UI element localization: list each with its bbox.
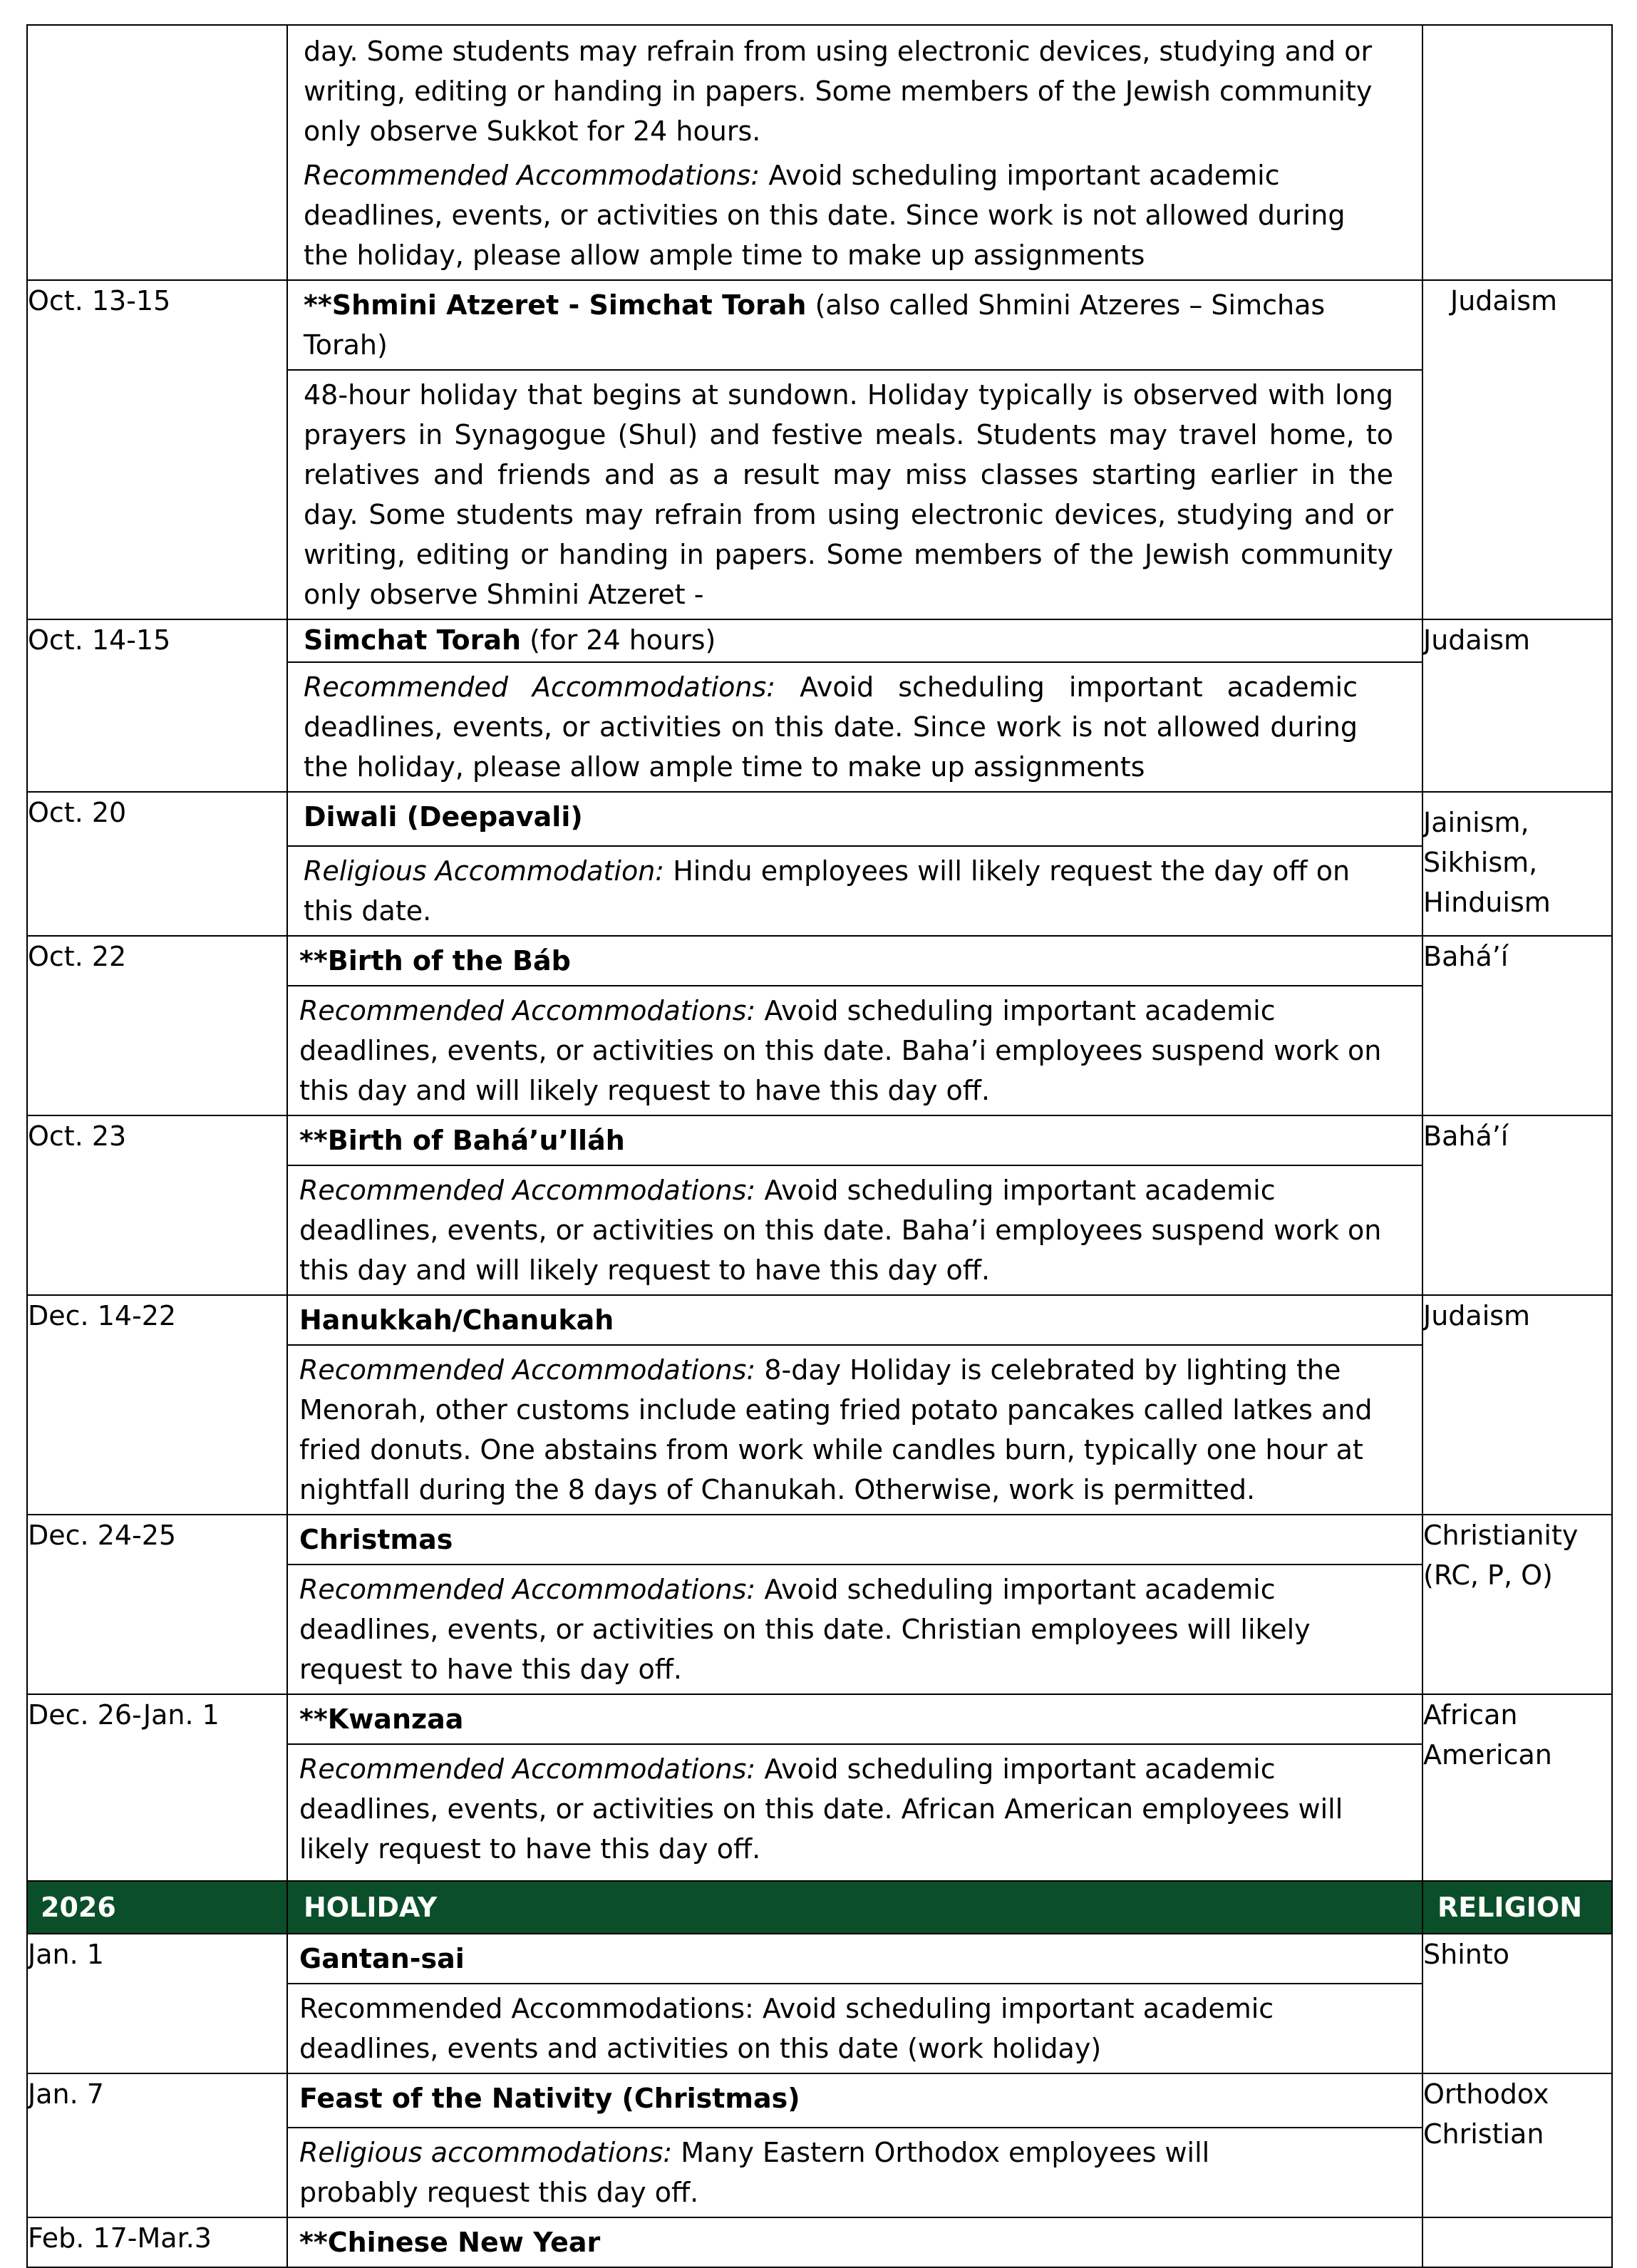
holiday-cell [287,25,1422,280]
date-cell: Oct. 22 [27,936,287,1115]
date-cell [27,25,287,280]
holiday-title: Christmas [288,1515,1422,1565]
table-row [27,1515,1612,1694]
accommodation-note [288,1745,1422,1880]
holiday-cell [287,936,1422,1115]
holiday-description: day. Some students may refrain from using electronic devices, studying and or writing, editing or handing in papers. Some members of the Jewish community only observe Sukkot for 24 hours. [304,36,1373,147]
holiday-column-header: HOLIDAY [287,1881,1422,1934]
table-row [27,619,1612,792]
table-row [27,25,1612,280]
accommodation-label: Religious Accommodation: [304,855,665,887]
holiday-cell [287,619,1422,792]
accommodation-text: Avoid scheduling important academic deadlines, events, or activities on this date. Christian employees will likely request to have this day off. [299,1574,1311,1685]
accommodation-label: Recommended Accommodations: [299,995,756,1026]
table-row [27,936,1612,1115]
accommodation-text: Hindu employees will likely request the day off on this date. [304,855,1351,927]
holiday-title: Diwali (Deepavali) [288,793,1422,847]
holiday-cell [287,1934,1422,2073]
date-cell: Dec. 26-Jan. 1 [27,1694,287,1881]
accommodation-text: Avoid scheduling important academic deadlines, events, or activities on this date. African American employees will likely request to have this day off. [299,1753,1343,1865]
accommodation-note [288,2128,1422,2217]
holiday-title: Gantan-sai [288,1934,1422,1984]
holiday-cell [287,1694,1422,1881]
religion-cell: Bahá’í [1422,936,1612,1115]
accommodation-text: Avoid scheduling important academic deadlines, events, or activities on this date. Since work is not allowed during the holiday, please allow ample time to make up assignments [304,160,1346,271]
accommodation-note [288,663,1422,791]
religion-cell: African American [1422,1694,1612,1881]
holiday-cell [287,2217,1422,2267]
holiday-title: Feast of the Nativity (Christmas) [288,2074,1422,2128]
accommodation-note [288,1166,1422,1294]
table-row [27,792,1612,936]
religion-cell: Judaism [1422,280,1612,619]
holiday-title: Simchat Torah (for 24 hours) [288,620,1422,663]
accommodation-note [288,1565,1422,1694]
religion-cell: Jainism, Sikhism, Hinduism [1422,792,1612,936]
accommodation-note: Recommended Accommodations: Avoid scheduling important academic deadlines, events and activities on this date (work holiday) [299,1993,1274,2064]
date-cell: Jan. 1 [27,1934,287,2073]
religion-cell: Christianity (RC, P, O) [1422,1515,1612,1694]
table-row [27,2073,1612,2217]
holiday-cell [287,1515,1422,1694]
date-cell: Feb. 17-Mar.3 [27,2217,287,2267]
religion-cell [1422,25,1612,280]
holiday-title: **Shmini Atzeret - Simchat Torah (also called Shmini Atzeres – Simchas Torah) [288,281,1422,371]
accommodation-text: Many Eastern Orthodox employees will probably request this day off. [299,2137,1210,2208]
holiday-title: Hanukkah/Chanukah [288,1296,1422,1346]
accommodation-label: Recommended Accommodations: [299,1175,756,1206]
date-cell: Dec. 24-25 [27,1515,287,1694]
religion-cell: Judaism [1422,619,1612,792]
holiday-table [26,24,1613,2268]
holiday-title: **Birth of the Báb [288,937,1422,986]
accommodation-label: Recommended Accommodations: [299,1753,756,1785]
date-cell: Oct. 13-15 [27,280,287,619]
date-cell: Oct. 23 [27,1115,287,1295]
table-row [27,1934,1612,2073]
holiday-cell [287,280,1422,619]
accommodation-text: 8-day Holiday is celebrated by lighting the Menorah, other customs include eating fried potato pancakes called latkes and fried donuts. One abstains from work while candles burn, typically one hour at nightfall during the 8 days of Chanukah. Otherwise, work is permitted. [299,1354,1373,1505]
holiday-title: **Kwanzaa [288,1695,1422,1745]
religion-cell: Bahá’í [1422,1115,1612,1295]
accommodation-text: Avoid scheduling important academic deadlines, events, or activities on this date. Baha’i employees suspend work on this day and will likely request to have this day off. [299,995,1382,1106]
religion-cell [1422,2217,1612,2267]
date-cell: Oct. 14-15 [27,619,287,792]
table-row [27,1694,1612,1881]
accommodation-label: Religious accommodations: [299,2137,673,2168]
accommodation-note [288,986,1422,1115]
date-cell: Oct. 20 [27,792,287,936]
accommodation-note [288,847,1422,935]
date-cell: Jan. 7 [27,2073,287,2217]
religion-cell: Orthodox Christian [1422,2073,1612,2217]
table-row [27,1295,1612,1515]
holiday-cell [287,2073,1422,2217]
accommodation-text: Avoid scheduling important academic deadlines, events, or activities on this date. Baha’i employees suspend work on this day and will likely request to have this day off. [299,1175,1382,1286]
year-header: 2026 [27,1881,287,1934]
accommodation-label: Recommended Accommodations: [304,160,760,191]
accommodation-note [288,1346,1422,1514]
date-cell: Dec. 14-22 [27,1295,287,1515]
religion-cell: Judaism [1422,1295,1612,1515]
accommodation-label: Recommended Accommodations: [299,1354,756,1386]
accommodation-note [304,155,1393,275]
accommodation-label: Recommended Accommodations: [299,1574,756,1605]
holiday-calendar-page [26,24,1611,2268]
religion-column-header: RELIGION [1422,1881,1612,1934]
table-row [27,2217,1612,2267]
holiday-cell [287,792,1422,936]
religion-cell: Shinto [1422,1934,1612,2073]
holiday-description: 48-hour holiday that begins at sundown. Holiday typically is observed with long prayers in Synagogue (Shul) and festive meals. Students may travel home, to relatives and friends and as a result may miss classes starting earlier in the day. Some students may refrain from using electronic devices, studying and or writing, editing or handing in papers. Some members of the Jewish community only observe Shmini Atzeret - [304,379,1393,610]
table-row [27,1115,1612,1295]
holiday-title: **Chinese New Year [299,2227,601,2258]
holiday-cell [287,1295,1422,1515]
holiday-cell [287,1115,1422,1295]
accommodation-label: Recommended Accommodations: [304,671,776,703]
accommodation-text: Avoid scheduling important academic deadlines, events, or activities on this date. Since work is not allowed during the holiday, please allow ample time to make up assignments [304,671,1358,783]
holiday-title: **Birth of Bahá’u’lláh [288,1116,1422,1166]
table-row [27,280,1612,619]
year-header-row [27,1881,1612,1934]
